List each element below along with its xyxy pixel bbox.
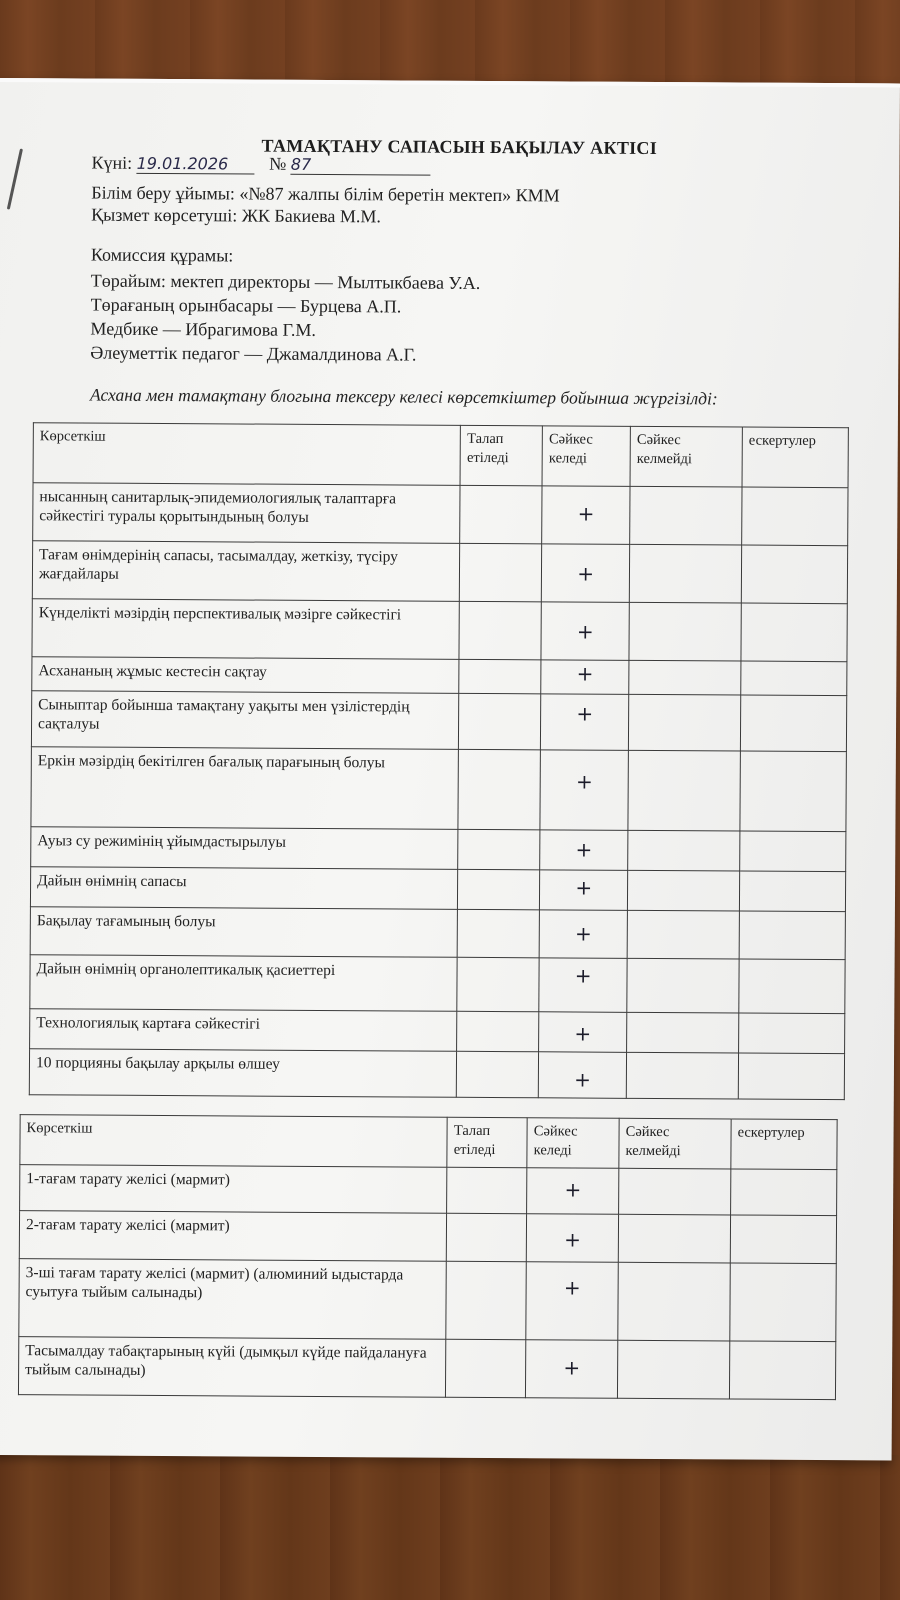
table-row xyxy=(20,1165,837,1216)
table-row xyxy=(30,1009,845,1054)
inspection-table-2 xyxy=(18,1114,838,1400)
check-mark: + xyxy=(577,561,595,586)
check-mark: + xyxy=(576,619,594,644)
header-compliant: Сәйкес келеді xyxy=(542,426,630,487)
check-mark: + xyxy=(575,769,593,794)
row-indicator: Дайын өнімнің органолептикалық қасиеттері xyxy=(30,955,458,1012)
row-indicator: Тағам өнімдерінің сапасы, тасымалдау, жеткізу, түсіру жағдайлары xyxy=(32,541,460,602)
number-label: № xyxy=(269,153,287,174)
date-value: 19.01.2026 xyxy=(137,154,255,175)
row-indicator: Күнделікті мәзірдің перспективалық мәзірге сәйкестігі xyxy=(32,599,460,660)
header-notes: ескертулер xyxy=(731,1119,837,1170)
pencil-mark xyxy=(7,148,23,209)
row-indicator: нысанның санитарлық-эпидемиологиялық талаптарға сәйкестігі туралы қорытындының болуы xyxy=(33,483,461,544)
inspection-table-1 xyxy=(29,422,849,1100)
check-mark: + xyxy=(574,963,592,988)
row-indicator: Ауыз су режимінің ұйымдастырылуы xyxy=(31,827,459,870)
row-indicator: 2-тағам тарату желісі (мармит) xyxy=(19,1211,447,1262)
wood-background-bottom xyxy=(0,1455,900,1600)
header-required: Талап етіледі xyxy=(460,425,542,485)
commission-social-teacher: Әлеуметтік педагог — Джамалдинова А.Г. xyxy=(90,342,417,365)
check-mark: + xyxy=(564,1227,582,1252)
header-indicator: Көрсеткіш xyxy=(33,423,461,486)
provider-line: Қызмет көрсетуші: ЖК Бакиева М.М. xyxy=(91,204,381,227)
header-noncompliant: Сәйкес келмейді xyxy=(630,426,742,487)
row-indicator: Тасымалдау табақтарының күйі (дымқыл күйде пайдалануға тыйым салынады) xyxy=(18,1337,446,1398)
check-mark: + xyxy=(576,661,594,686)
row-indicator: 1-тағам тарату желісі (мармит) xyxy=(20,1165,448,1214)
table-row xyxy=(30,907,845,960)
check-mark: + xyxy=(563,1355,581,1380)
number-value: 87 xyxy=(291,155,431,176)
check-mark: + xyxy=(574,1021,592,1046)
header-indicator: Көрсеткіш xyxy=(20,1115,448,1168)
check-mark: + xyxy=(563,1275,581,1300)
row-indicator: Асхананың жұмыс кестесін сақтау xyxy=(32,657,459,694)
row-indicator: Еркін мәзірдің бекітілген бағалық парағының болуы xyxy=(31,747,459,830)
table-row xyxy=(19,1259,836,1342)
table-header-row xyxy=(20,1115,837,1170)
row-indicator: Дайын өнімнің сапасы xyxy=(30,867,458,910)
check-mark: + xyxy=(575,837,593,862)
check-mark: + xyxy=(575,921,592,946)
row-indicator: Бақылау тағамының болуы xyxy=(30,907,458,958)
table-row xyxy=(31,691,846,752)
commission-deputy: Төрағаның орынбасары — Бурцева А.П. xyxy=(90,294,402,317)
table-row xyxy=(32,657,847,696)
commission-title: Комиссия құрамы: xyxy=(90,244,234,266)
row-indicator: 3-ші тағам тарату желісі (мармит) (алюминий ыдыстарда суытуға тыйым салынады) xyxy=(19,1259,447,1340)
check-mark: + xyxy=(576,701,594,726)
table-row xyxy=(31,827,846,872)
check-mark: + xyxy=(564,1177,582,1202)
date-label: Күні: xyxy=(91,152,133,173)
header-notes: ескертулер xyxy=(742,427,848,488)
commission-nurse: Медбике — Ибрагимова Г.М. xyxy=(90,318,316,340)
inspection-intro: Асхана мен тамақтану блогына тексеру келесі көрсеткіштер бойынша жүргізілді: xyxy=(90,384,718,409)
org-line: Білім беру ұйымы: «№87 жалпы білім беретін мектеп» КММ xyxy=(91,182,560,206)
check-mark: + xyxy=(575,875,593,900)
header-noncompliant: Сәйкес келмейді xyxy=(619,1118,731,1169)
check-mark: + xyxy=(574,1067,592,1092)
table-header-row xyxy=(33,423,848,488)
table-row xyxy=(32,599,847,662)
table-row xyxy=(32,541,847,604)
paper-sheet xyxy=(0,78,900,1460)
row-indicator: 10 порцияны бақылау арқылы өлшеу xyxy=(29,1049,457,1098)
document-title: ТАМАҚТАНУ САПАСЫН БАҚЫЛАУ АКТІСІ xyxy=(261,135,658,159)
table-row xyxy=(30,955,845,1014)
date-line xyxy=(91,153,430,176)
table-row xyxy=(18,1337,835,1400)
table-row xyxy=(19,1211,836,1264)
header-compliant: Сәйкес келеді xyxy=(527,1118,619,1169)
row-indicator: Технологиялық картаға сәйкестігі xyxy=(30,1009,458,1052)
table-row xyxy=(30,867,845,912)
table-row xyxy=(33,483,848,546)
row-indicator: Сыныптар бойынша тамақтану уақыты мен үзілістердің сақталуы xyxy=(31,691,459,750)
header-required: Талап етіледі xyxy=(447,1117,527,1167)
check-mark: + xyxy=(577,501,595,526)
table-row xyxy=(31,747,846,832)
commission-chair: Төрайым: мектеп директоры — Мылтыкбаева У.А. xyxy=(90,270,481,293)
table-row xyxy=(29,1049,844,1100)
